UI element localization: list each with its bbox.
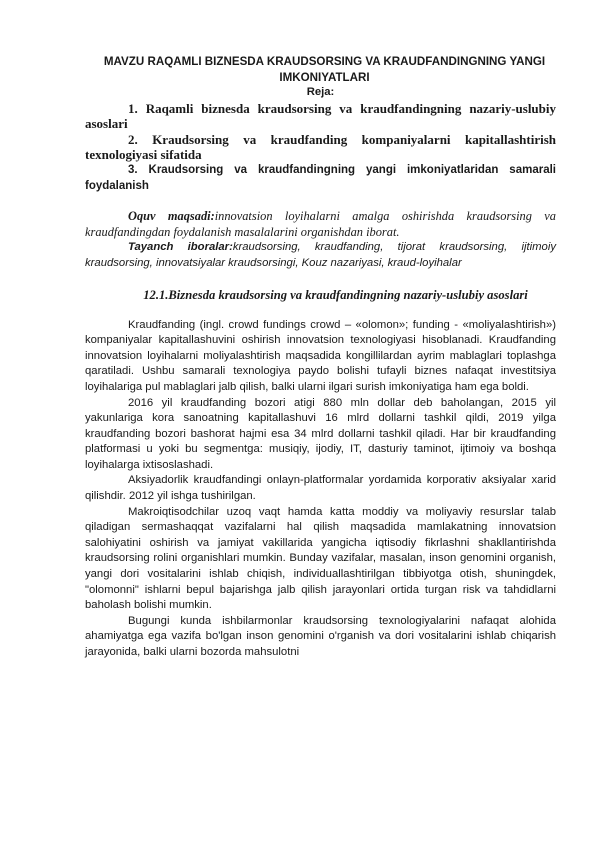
plan-heading: Reja: — [306, 86, 335, 98]
body-paragraph: Makroiqtisodchilar uzoq vaqt hamda katta moddiy va moliyaviy resurslar talab qiladigan sermashaqqat vazifalarni hal qilish maqsadida mamlakatning innovatsion salohiyatini oshirish va jamiyat vakillarida yangicha iqtisodiy fikrlashni shakllantirishda kraudsorsing rolini organishlari mumkin. Bunday vazifalar, masalan, inson genomini organish, yangi dori vositalarini ishlab chiqish, individuallashtirilgan tibbiyotga otish, shuningdek, "olomonni" ishlarni bepul bajarishga jalb qilish jarayonlari ortida turgan risk va tahdidlarni baholash bolishi mumkin. — [85, 505, 556, 612]
keywords-text: kraudsorsing, kraudfanding, tijorat kraudsorsing, ijtimoiy kraudsorsing, innovatsiyalar kraudsorsingi, Kouz nazariyasi, kraud-loyihalar — [85, 241, 556, 269]
body-paragraph: Kraudfanding (ingl. crowd fundings crowd – «olomon»; funding - «moliyalashtirish») kompaniyalar kapitallashuvini oshirish innovatsion texnologiyasi hisoblanadi. Kraudfanding innovatsion loyihalarni moliyalashtirish maqsadida kongillilardan ayrim mablaglari toplashga qaratiladi. Ushbu samarali texnologiya paydo bolishi tufayli biznes nafaqat investitsiya loyihalariga pul mablaglari jalb qilish, balki ularni ilgari surish imkoniyatiga ham ega boldi. — [85, 318, 556, 393]
goal-label: Oquv maqsadi: — [128, 209, 215, 224]
spacer — [85, 303, 556, 318]
plan-item-1: 1. Raqamli biznesda kraudsorsing va kraudfandingning nazariy-uslubiy asoslari — [85, 100, 556, 132]
plan-item-2: 2. Kraudsorsing va kraudfanding kompaniyalarni kapitallashtirish texnologiyasi sifatida — [85, 131, 556, 163]
spacer — [85, 272, 556, 287]
goal-text: innovatsion loyihalarni amalga oshirishda kraudsorsing va kraudfandingdan foydalanish masalalarini organishdan iborat. — [85, 209, 556, 239]
body-paragraph: Aksiyadorlik kraudfandingi onlayn-platformalar yordamida korporativ aksiyalar xarid qilishdir. 2012 yil ishga tushirilgan. — [85, 474, 556, 503]
learning-goal — [85, 209, 556, 240]
body-paragraph: Bugungi kunda ishbilarmonlar kraudsorsing texnologiyalarini nafaqat alohida ahamiyatga ega vazifa bo'lgan inson genomini o'rganish va dori vositalarini ishlab chiqarish jarayonida, balki ularni bozorda mahsulotni — [85, 614, 556, 658]
plan-item-3: 3. Kraudsorsing va kraudfandingning yangi imkoniyatlaridan samarali foydalanish — [85, 163, 556, 192]
body-paragraph: 2016 yil kraudfanding bozori atigi 880 mln dollar deb baholangan, 2015 yil yakunlariga kora sanoatning kapitallashuvi 16 mlrd dollarni tashkil qildi, 2019 yilga kraudfanding bozori bashorat hajmi esa 34 mlrd dollarni tashkil qiladi. Har bir kraudfanding platformasi u yoki bu segmentga: musiqiy, ijodiy, IT, dasturiy taminot, ijtimoiy va boshqa loyihalarga ixtisoslashadi. — [85, 396, 556, 471]
section-title: 12.1.Biznesda kraudsorsing va kraudfandingning nazariy-uslubiy asoslari — [143, 287, 528, 302]
keywords-label: Tayanch iboralar: — [128, 241, 233, 254]
key-terms — [85, 240, 556, 271]
spacer — [85, 194, 556, 209]
document-title: MAVZU RAQAMLI BIZNESDA KRAUDSORSING VA KRAUDFANDINGNING YANGI IMKONIYATLARI — [103, 55, 546, 84]
